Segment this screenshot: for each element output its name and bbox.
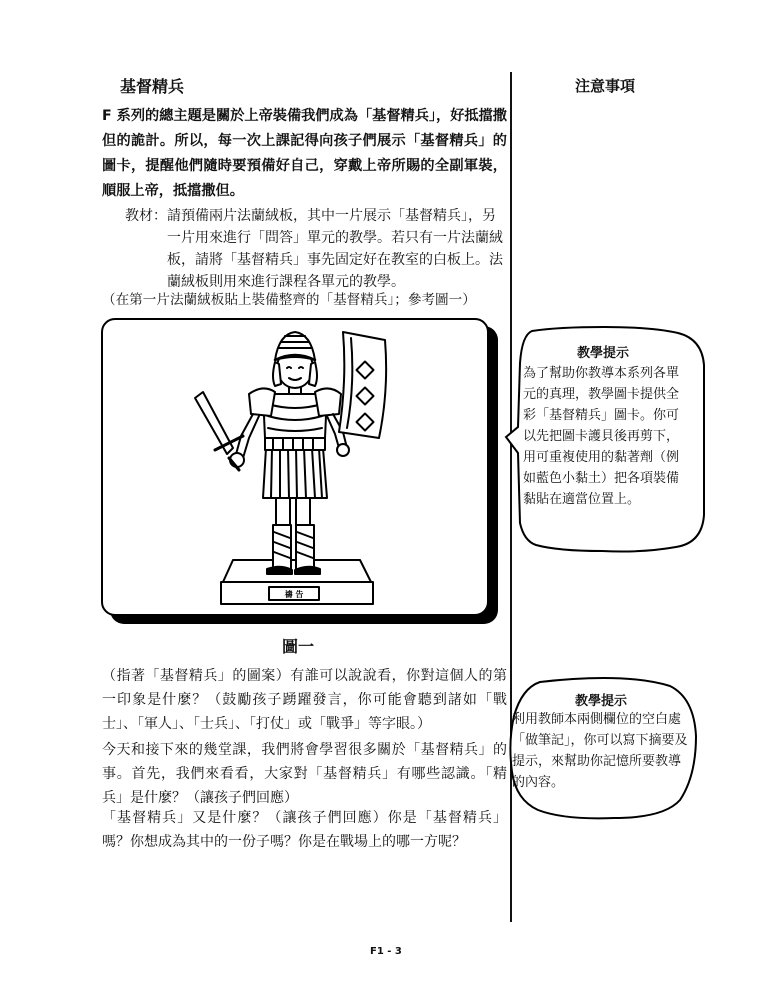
tip-title: 教學提示: [574, 694, 627, 709]
soldier-illustration: [103, 320, 487, 614]
materials-label: 教材：: [125, 208, 167, 224]
figure-caption: 圖一: [282, 637, 315, 656]
body-paragraph: （指著「基督精兵」的圖案）有誰可以說說看，你對這個人的第一印象是什麼？（鼓勵孩子踴躍發言，你可能會聽到諸如「戰士」、「軍人」、「士兵」、「打仗」或「戰爭」等字眼。）: [102, 668, 507, 732]
tip-title: 教學提示: [576, 346, 629, 361]
tip-body: 為了幫助你教導本系列各單元的真理，教學圖卡提供全彩「基督精兵」圖卡。你可以先把圖卡護貝後再剪下，用可重複使用的黏著劑（例如藍色小黏土）把各項裝備黏貼在適當位置上。: [523, 366, 680, 507]
intro-paragraph: F 系列的總主題是關於上帝裝備我們成為「基督精兵」，好抵擋撒但的詭計。所以，每一次上課記得向孩子們展示「基督精兵」的圖卡，提醒他們隨時要預備好自己，穿戴上帝所賜的全副軍裝，順服上帝，抵擋撒但。: [102, 108, 507, 199]
instruction-note: （在第一片法蘭絨板貼上裝備整齊的「基督精兵」；參考圖一）: [102, 292, 476, 308]
teaching-tip-2: [512, 690, 690, 793]
materials-text: 請預備兩片法蘭絨板，其中一片展示「基督精兵」，另一片用來進行「問答」單元的教學。若只有一片法蘭絨板，請將「基督精兵」事先固定好在教室的白板上。法蘭絨板則用來進行課程各單元的教學。: [167, 208, 503, 290]
section-title: 基督精兵: [120, 77, 185, 96]
materials-block: [125, 205, 507, 293]
body-paragraph: 「基督精兵」又是什麼？（讓孩子們回應）你是「基督精兵」嗎？你想成為其中的一份子嗎？你是在戰場上的哪一方呢？: [102, 810, 507, 850]
tip-body: 利用教師本兩側欄位的空白處「做筆記」，你可以寫下摘要及提示，來幫助你記憶所要教導的內容。: [512, 712, 688, 790]
body-paragraph: 今天和接下來的幾堂課，我們將會學習很多關於「基督精兵」的事。首先，我們來看看，大家對「基督精兵」有哪些認識。「精兵」是什麼？（讓孩子們回應）: [102, 742, 507, 806]
teaching-tip-1: [523, 342, 683, 510]
figure-frame: [101, 318, 489, 616]
page-number: F1 - 3: [370, 946, 402, 957]
pedestal-label: 禱 告: [284, 590, 304, 599]
notes-column-title: 注意事項: [575, 77, 636, 95]
